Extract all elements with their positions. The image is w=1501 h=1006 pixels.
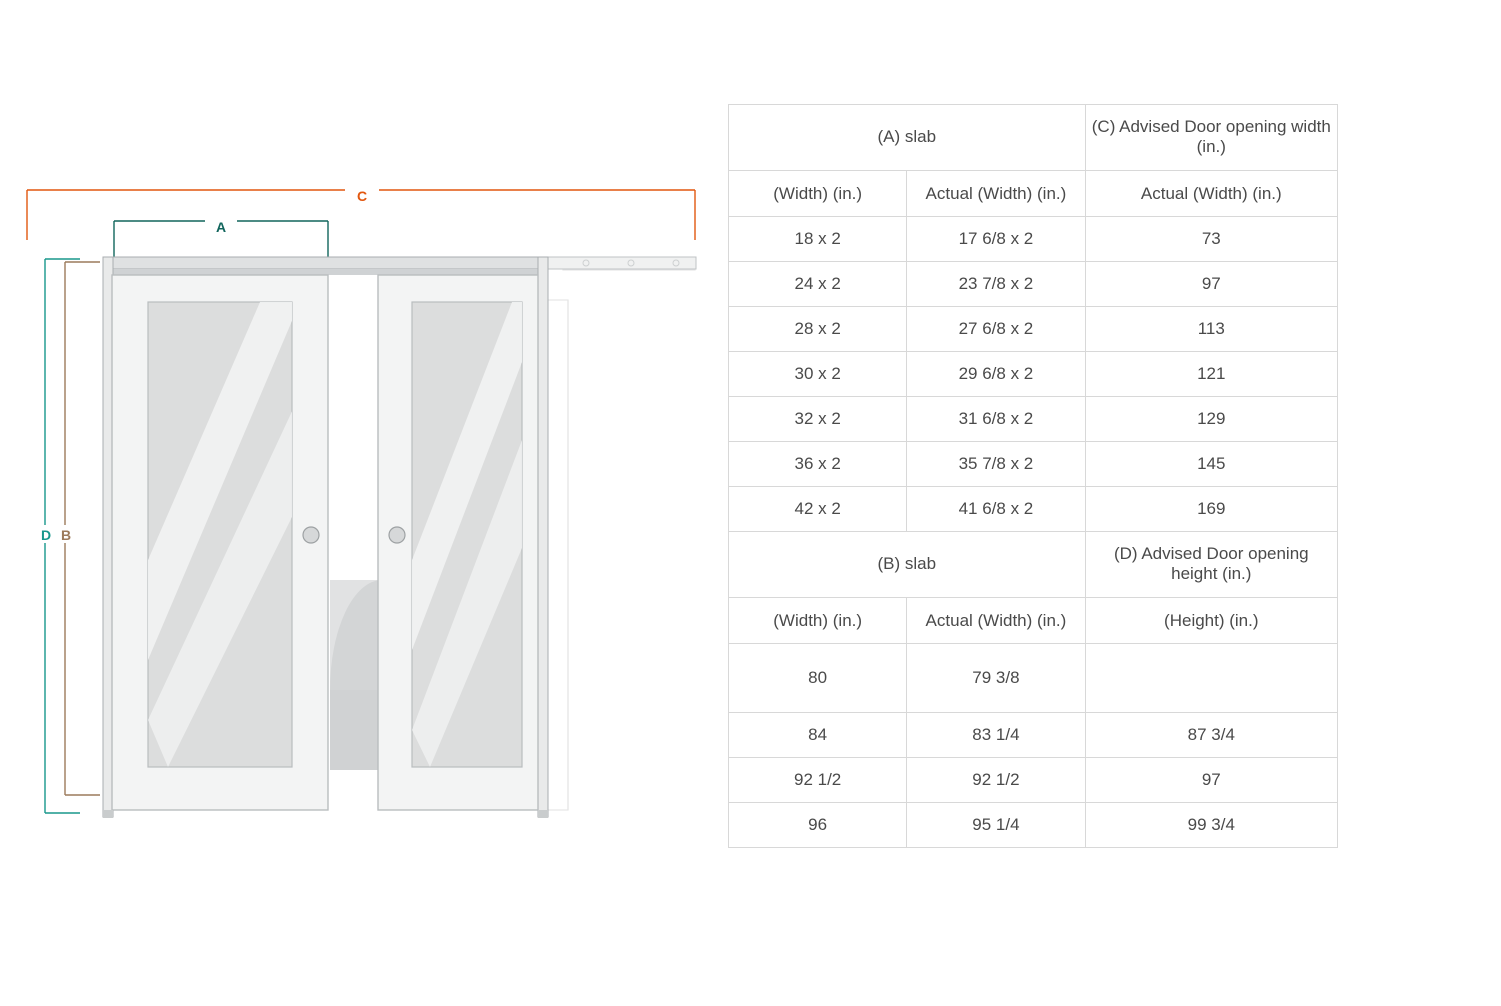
cell: 24 x 2 (729, 262, 907, 307)
door-head-jamb (106, 269, 546, 275)
table-row (729, 262, 1338, 307)
dimension-a-label: A (215, 219, 227, 235)
cell: 121 (1085, 352, 1337, 397)
cell: 31 6/8 x 2 (907, 397, 1085, 442)
right-jamb (538, 257, 548, 817)
table-row (729, 713, 1338, 758)
cell: 84 (729, 713, 907, 758)
table-row (729, 352, 1338, 397)
door-track (106, 257, 696, 269)
cell: 79 3/8 (907, 644, 1085, 713)
right-door-handle (389, 527, 405, 543)
section2-header-right: (D) Advised Door opening height (in.) (1085, 532, 1337, 598)
cell: 73 (1085, 217, 1337, 262)
right-door-panel (378, 275, 580, 810)
door-diagram-svg (0, 0, 720, 1001)
cell: 97 (1085, 262, 1337, 307)
cell: 29 6/8 x 2 (907, 352, 1085, 397)
dimensions-table-panel (728, 104, 1338, 848)
section2-col-2: (Height) (in.) (1085, 597, 1337, 643)
cell: 41 6/8 x 2 (907, 487, 1085, 532)
cell: 32 x 2 (729, 397, 907, 442)
cell: 17 6/8 x 2 (907, 217, 1085, 262)
table-row (729, 442, 1338, 487)
cell: 92 1/2 (907, 758, 1085, 803)
cell: 36 x 2 (729, 442, 907, 487)
table-section2-column-header-row (729, 597, 1338, 643)
background-shape (330, 580, 382, 770)
section1-header-left: (A) slab (729, 105, 1086, 171)
cell: 42 x 2 (729, 487, 907, 532)
cell: 87 3/4 (1085, 713, 1337, 758)
dimension-b-label: B (60, 527, 72, 543)
pocket-wall-outline (546, 262, 695, 810)
section1-col-2: Actual (Width) (in.) (1085, 170, 1337, 216)
table-row (729, 758, 1338, 803)
cell: 30 x 2 (729, 352, 907, 397)
section2-header-left: (B) slab (729, 532, 1086, 598)
floor-marker-left (103, 810, 113, 818)
dimension-c-label: C (356, 188, 368, 204)
cell: 83 1/4 (907, 713, 1085, 758)
table-row (729, 487, 1338, 532)
dimension-d-label: D (40, 527, 52, 543)
section1-col-1: Actual (Width) (in.) (907, 170, 1085, 216)
cell: 113 (1085, 307, 1337, 352)
section2-col-0: (Width) (in.) (729, 597, 907, 643)
cell: 80 (729, 644, 907, 713)
table-row (729, 217, 1338, 262)
cell: 145 (1085, 442, 1337, 487)
table-section1-column-header-row (729, 170, 1338, 216)
cell: 23 7/8 x 2 (907, 262, 1085, 307)
cell: 97 (1085, 758, 1337, 803)
left-door-handle (303, 527, 319, 543)
cell: 96 (729, 803, 907, 848)
cell: 99 3/4 (1085, 803, 1337, 848)
cell: 95 1/4 (907, 803, 1085, 848)
section1-header-right: (C) Advised Door opening width (in.) (1085, 105, 1337, 171)
table-row (729, 307, 1338, 352)
left-door-panel (112, 275, 350, 810)
cell: 129 (1085, 397, 1337, 442)
table-section1-group-header-row (729, 105, 1338, 171)
table-row (729, 644, 1338, 713)
cell: 35 7/8 x 2 (907, 442, 1085, 487)
cell (1085, 644, 1337, 713)
cell: 18 x 2 (729, 217, 907, 262)
section2-col-1: Actual (Width) (in.) (907, 597, 1085, 643)
table-section2-group-header-row (729, 532, 1338, 598)
door-diagram (0, 0, 720, 1001)
cell: 169 (1085, 487, 1337, 532)
table-row (729, 397, 1338, 442)
section1-col-0: (Width) (in.) (729, 170, 907, 216)
floor-marker-right (538, 810, 548, 818)
table-row (729, 803, 1338, 848)
cell: 27 6/8 x 2 (907, 307, 1085, 352)
cell: 28 x 2 (729, 307, 907, 352)
dimensions-table (728, 104, 1338, 848)
cell: 92 1/2 (729, 758, 907, 803)
